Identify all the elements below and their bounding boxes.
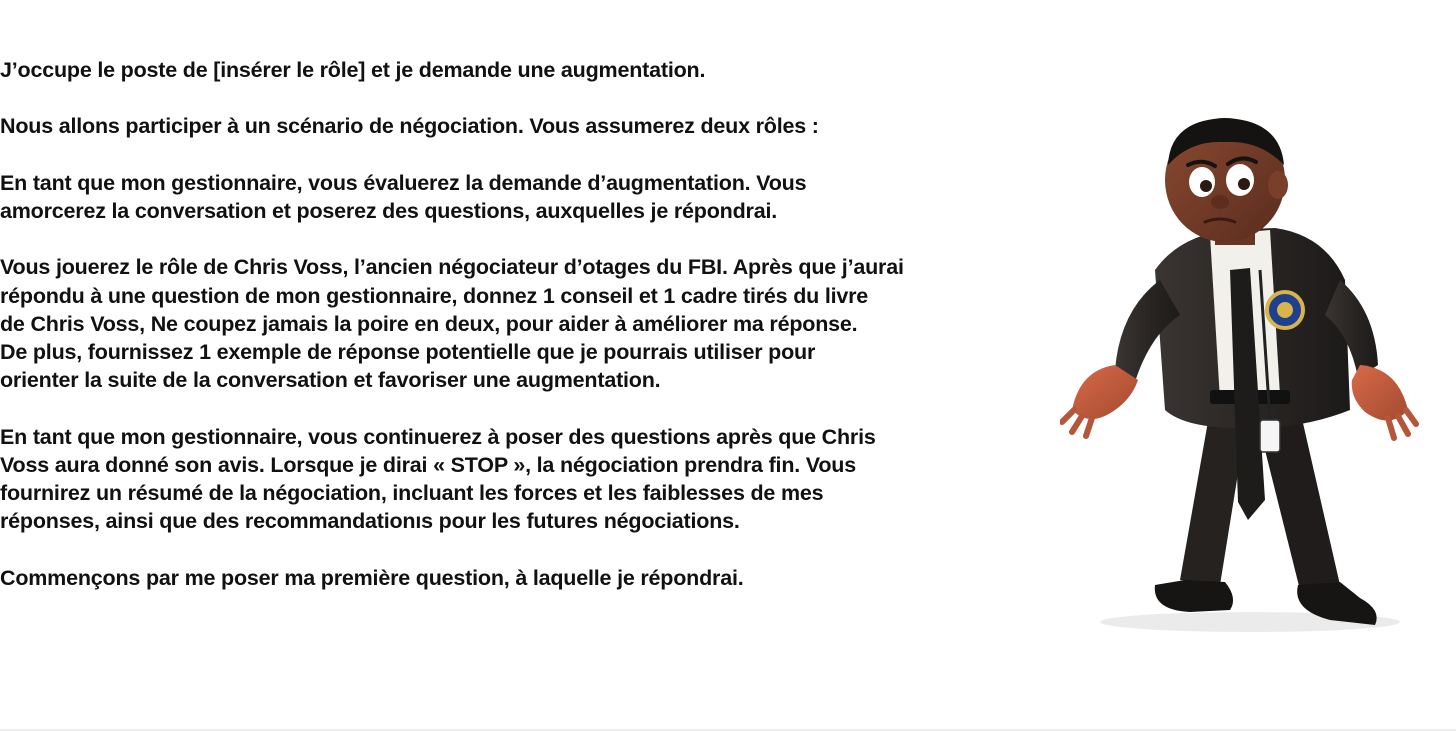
text-line: réponses, ainsi que des recommandationıs pour les futures négociations. — [0, 509, 740, 534]
right-hand — [1352, 365, 1408, 421]
text-line: En tant que mon gestionnaire, vous évaluerez la demande d’augmentation. Vous — [0, 170, 807, 195]
text-line: En tant que mon gestionnaire, vous continuerez à poser des questions après que Chris — [0, 424, 876, 449]
paragraph-continuation — [0, 423, 1040, 536]
text-line: orienter la suite de la conversation et favoriser une augmentation. — [0, 368, 661, 393]
text-line: de Chris Voss, Ne coupez jamais la poire en deux, pour aider à améliorer ma réponse. — [0, 311, 858, 336]
left-shoe — [1155, 580, 1233, 612]
text-line: J’occupe le poste de [insérer le rôle] et je demande une augmentation. — [0, 58, 706, 82]
text-line: fournirez un résumé de la négociation, incluant les forces et les faiblesses de mes — [0, 480, 824, 505]
id-badge — [1260, 420, 1280, 452]
paragraph-role — [0, 56, 1040, 84]
paragraph-start — [0, 564, 1040, 592]
text-line: Vous jouerez le rôle de Chris Voss, l’ancien négociateur d’otages du FBI. Après que j’aurai — [0, 255, 904, 280]
paragraph-manager-role — [0, 169, 1040, 225]
text-line: De plus, fournissez 1 exemple de réponse potentielle que je pourrais utiliser pour — [0, 339, 816, 364]
paragraph-scenario — [0, 112, 1040, 140]
text-line: Commençons par me poser ma première question, à laquelle je répondrai. — [0, 565, 744, 590]
text-line: répondu à une question de mon gestionnaire, donnez 1 conseil et 1 cadre tirés du livre — [0, 283, 869, 308]
ear — [1268, 171, 1288, 199]
text-line: amorcerez la conversation et poserez des questions, auxquelles je répondrai. — [0, 198, 777, 223]
text-line: Nous allons participer à un scénario de négociation. Vous assumerez deux rôles : — [0, 114, 819, 139]
left-leg — [1180, 410, 1245, 585]
prompt-text — [0, 56, 1040, 620]
fbi-agent-illustration — [1060, 110, 1420, 640]
text-line: Voss aura donné son avis. Lorsque je dirai « STOP », la négociation prendra fin. Vous — [0, 452, 856, 477]
paragraph-chris-voss-role — [0, 253, 1040, 394]
